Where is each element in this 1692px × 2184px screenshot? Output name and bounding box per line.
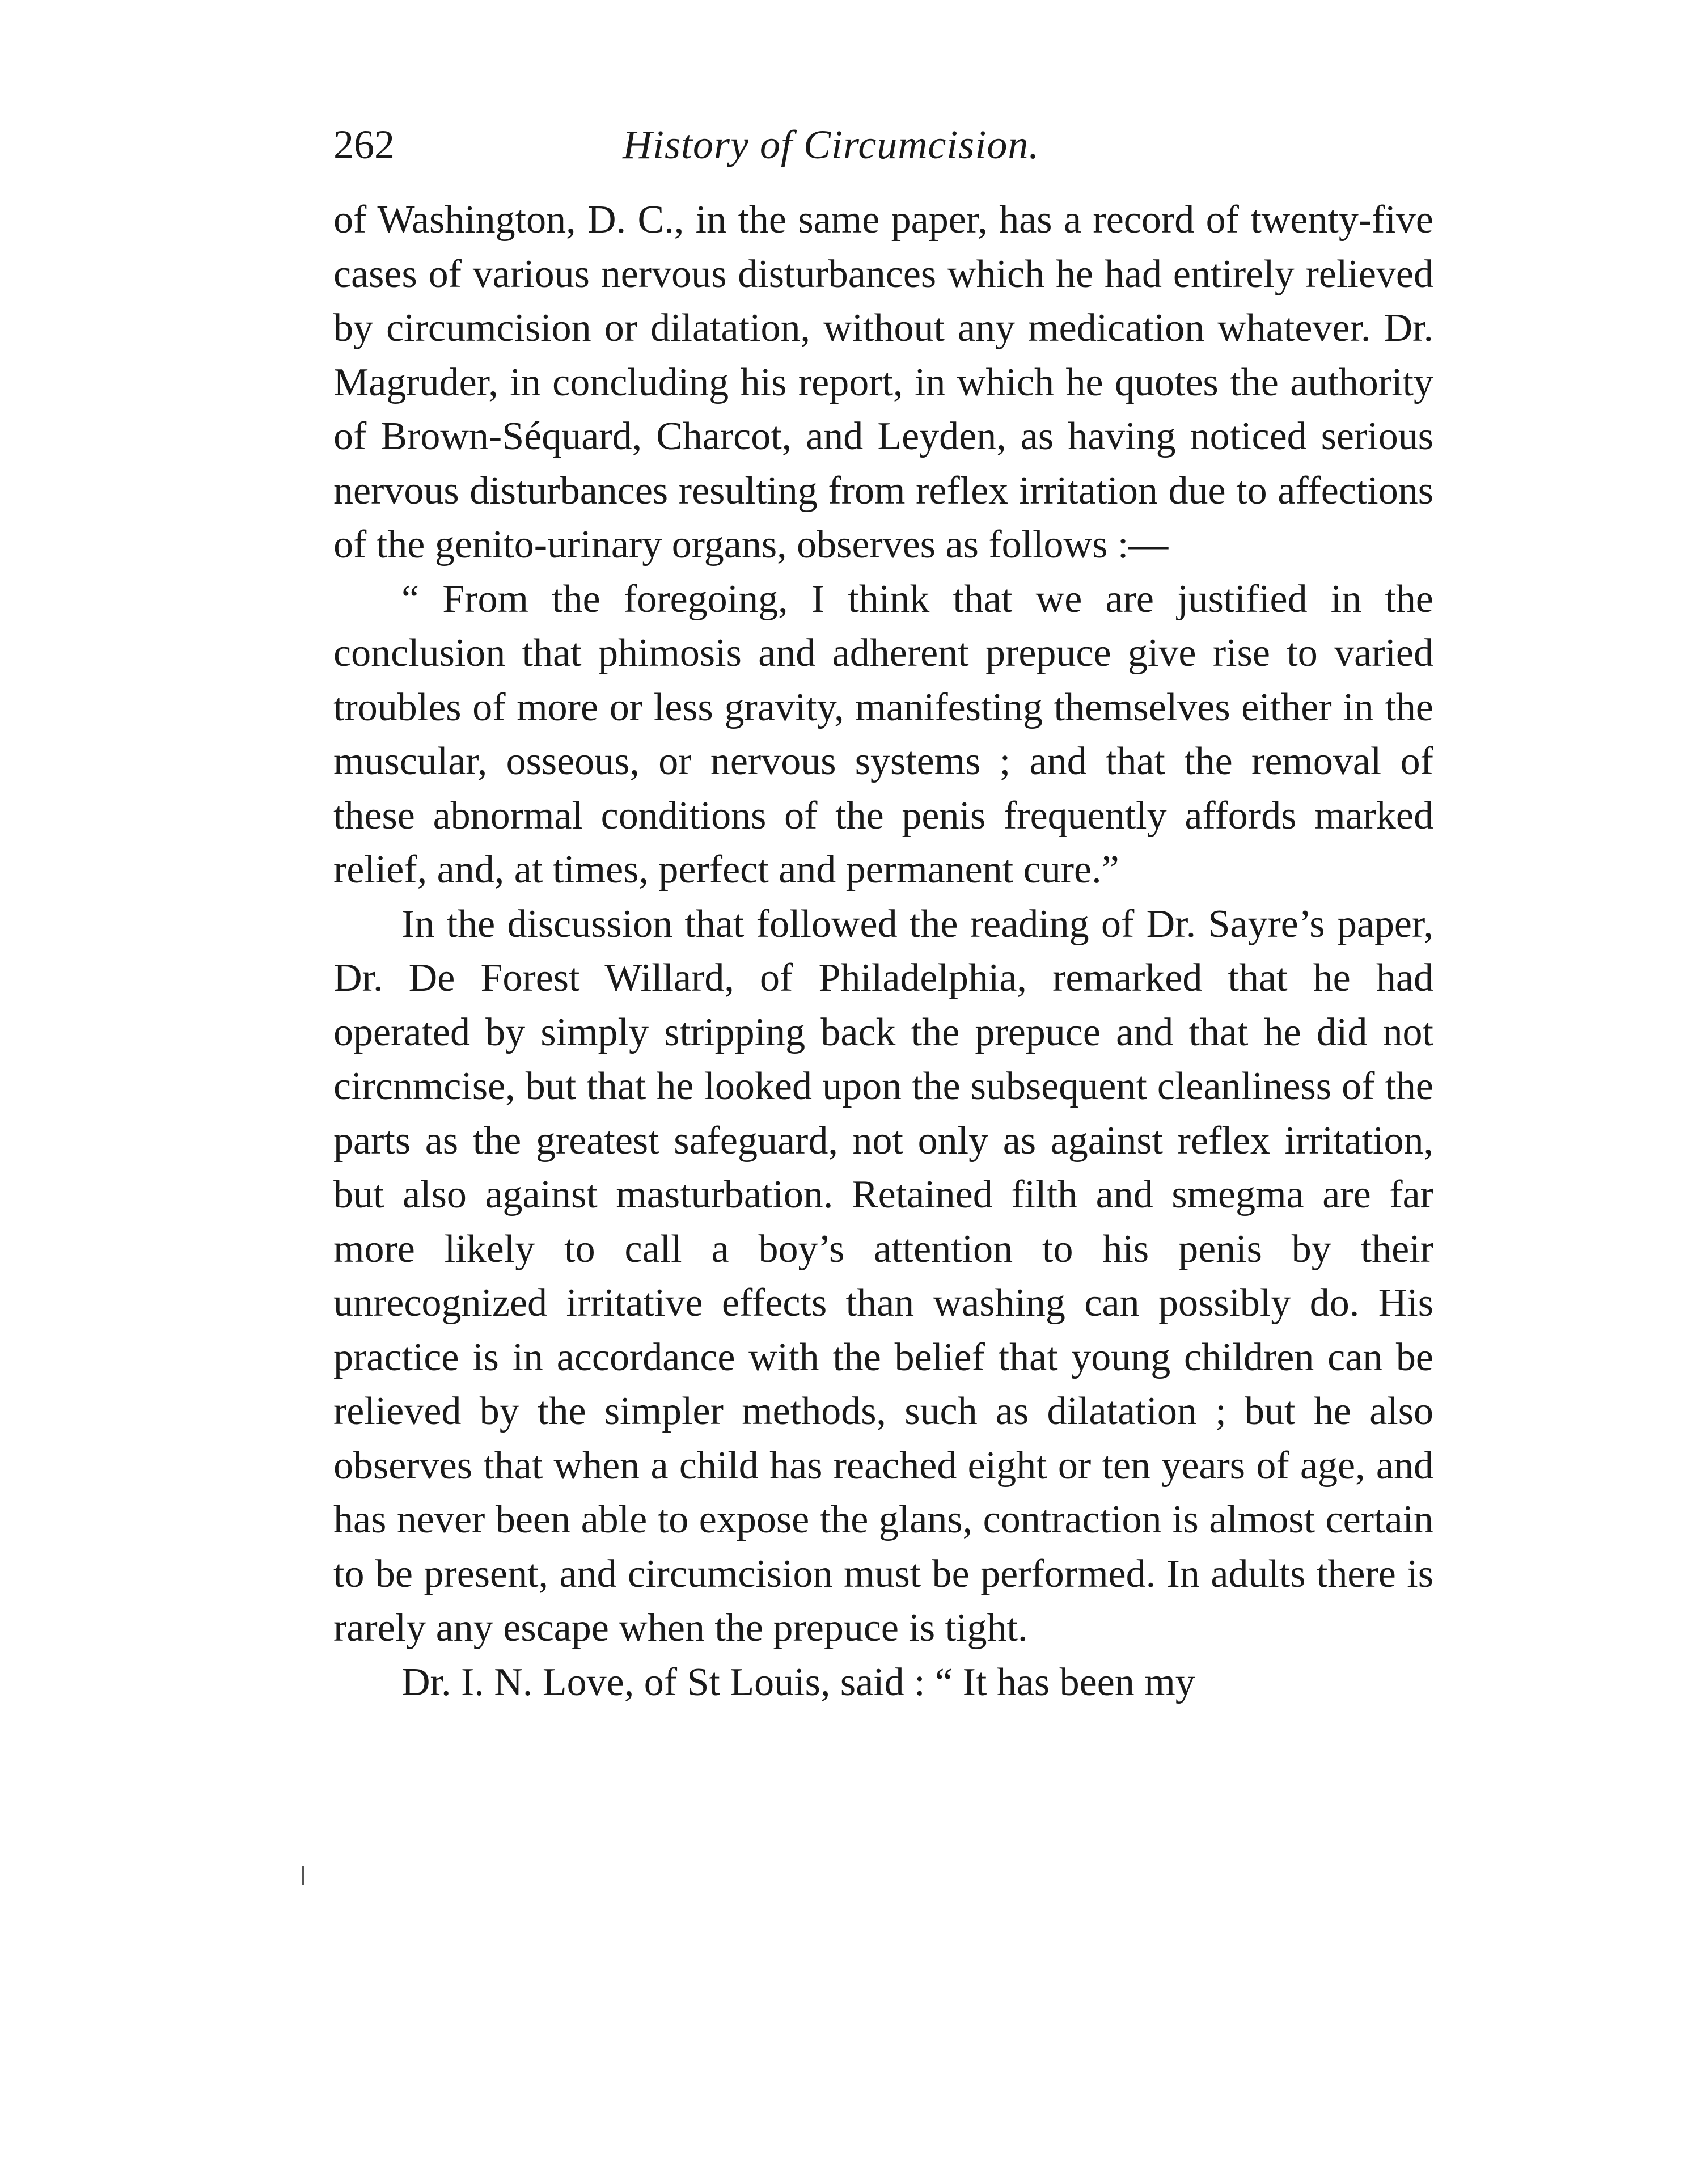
paragraph-4: Dr. I. N. Love, of St Louis, said : “ It has been my xyxy=(401,1660,1195,1704)
running-title: History of Circumcision. xyxy=(623,122,1040,167)
body-text xyxy=(333,193,1433,1709)
running-head xyxy=(333,113,1433,176)
book-page xyxy=(333,113,1433,1709)
page-number: 262 xyxy=(333,122,395,167)
paragraph-1: of Washington, D. C., in the same paper, has a record of twenty-five cases of various nervous disturbances which he had entirely relieved by circumcision or dilatation, without any medication whatever. Dr. Magruder, in concluding his report, in which he quotes the authority of Brown-Séquard, Charcot, and Leyden, as having noticed serious nervous disturbances resulting from reflex irritation due to affections of the genito-urinary organs, observes as follows :— xyxy=(333,198,1433,567)
paragraph-2-quotation: “ From the foregoing, I think that we are justified in the conclusion that phimosis and adherent prepuce give rise to varied troubles of more or less gravity, manifesting themselves either in the muscular, osseous, or nervous systems ; and that the removal of these abnormal conditions of the penis frequently affords marked relief, and, at times, perfect and permanent cure.” xyxy=(333,577,1433,892)
paragraph-3: In the discussion that followed the reading of Dr. Sayre’s paper, Dr. De Forest Willard, of Philadelphia, remarked that he had operated by simply stripping back the prepuce and that he did not circnmcise, but that he looked upon the subsequent cleanliness of the parts as the greatest safeguard, not only as against reflex irritation, but also against masturbation. Retained filth and smegma are far more likely to call a boy’s attention to his penis by their unrecognized irritative effects than washing can possibly do. His practice is in accordance with the belief that young children can be relieved by the simpler methods, such as dilatation ; but he also observes that when a child has reached eight or ten years of age, and has never been able to expose the glans, contraction is almost certain to be present, and circumcision must be performed. In adults there is rarely any escape when the prepuce is tight. xyxy=(333,902,1433,1650)
margin-mark xyxy=(302,1866,304,1885)
